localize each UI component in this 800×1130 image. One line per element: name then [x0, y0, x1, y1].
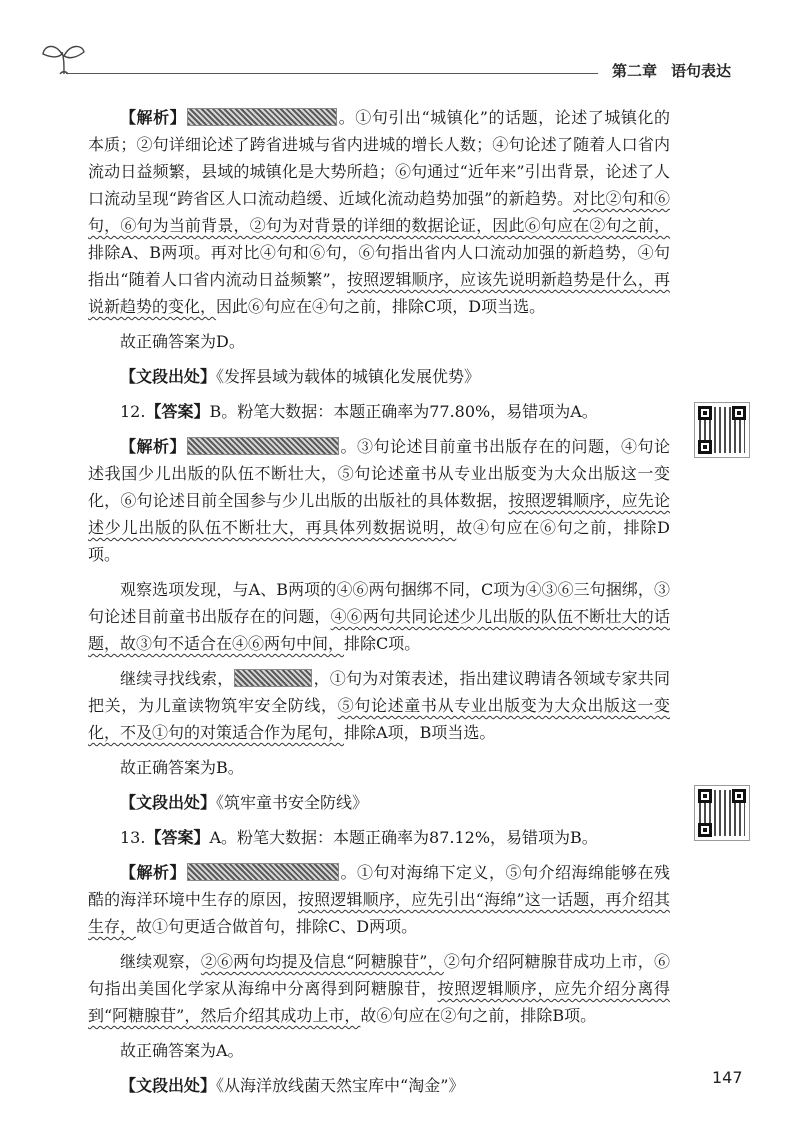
- chapter-number: 第二章: [612, 62, 658, 80]
- q11-answer-line: 故正确答案为D。: [120, 332, 245, 351]
- key-reasoning: 按照逻辑顺序，应先引出“海绵”这一话题，再介绍其生存，: [88, 890, 670, 936]
- q12-analysis-3: 继续寻找线索， ，①句为对策表述，指出建议聘请各领域专家共同把关，为儿童读物筑牢安全防线，⑤句论述童书从专业出版变为大众出版这一变化，不及①句的对策适合作为尾句，排除A项，B项当选。: [88, 669, 670, 742]
- redacted-label: [187, 863, 339, 881]
- key-reasoning: ⑤句论述童书从专业出版变为大众出版这一变化，不及①句的对策适合作为尾句，: [88, 696, 670, 742]
- analysis-tag: 【解析】: [120, 108, 187, 127]
- q12-analysis-2: 观察选项发现，与A、B两项的④⑥两句捆绑不同，C项为④③⑥三句捆绑，③句论述目前童书出版存在的问题，④⑥两句共同论述少儿出版的队伍不断壮大的话题，故③句不适合在④⑥两句中间，排除C项。: [88, 580, 670, 653]
- answer-tag: 【答案】: [145, 828, 210, 847]
- chapter-heading: [612, 60, 731, 81]
- key-reasoning: 对比②句和⑥句，⑥句为当前背景，②句为对背景的详细的数据论证，因此⑥句应在②句之前，: [88, 189, 670, 235]
- redacted-label: [187, 108, 337, 126]
- q12-answer: 12.【答案】B。粉笔大数据：本题正确率为77.80%，易错项为A。: [88, 398, 670, 425]
- q12-source: 【文段出处】《筑牢童书安全防线》: [120, 793, 369, 812]
- redacted-label: [187, 437, 339, 455]
- q11-source: 【文段出处】《发挥县域为载体的城镇化发展优势》: [120, 367, 481, 386]
- qr-code-q13[interactable]: [694, 785, 750, 841]
- redacted-label: [234, 669, 312, 687]
- q12-answer-line: 故正确答案为B。: [120, 758, 244, 777]
- key-reasoning: ④⑥两句共同论述少儿出版的队伍不断壮大的话题，故③句不适合在④⑥两句中间，: [88, 607, 670, 653]
- q11-analysis: 【解析】 。①句引出“城镇化”的话题，论述了城镇化的本质；②句详细论述了跨省进城与省内进城的增长人数；④句论述了随着人口省内流动日益频繁，县域的城镇化是大势所趋；⑥句通过“近年来”引出背景，论述了人口流动呈现“跨省区人口流动趋缓、近域化流动趋势加强”的新趋势。对比②句和⑥句，⑥句为当前背景，②句为对背景的详细的数据论证，因此⑥句应在②句之前，排除A、B两项。再对比④句和⑥句，⑥句指出省内人口流动加强的新趋势，④句指出“随着人口省内流动日益频繁”，按照逻辑顺序，应该先说明新趋势是什么，再说新趋势的变化，因此⑥句应在④句之前，排除C项，D项当选。: [88, 108, 670, 316]
- key-reasoning: ②⑥两句均提及信息“阿糖腺苷”，: [200, 952, 444, 971]
- answer-tag: 【答案】: [145, 402, 210, 421]
- q12-analysis: 【解析】 。③句论述目前童书出版存在的问题，④句论述我国少儿出版的队伍不断壮大，⑤句论述童书从专业出版变为大众出版这一变化，⑥句论述目前全国参与少儿出版的出版社的具体数据，按照逻辑顺序，应先论述少儿出版的队伍不断壮大，再具体列数据说明，故④句应在⑥句之前，排除D项。: [88, 437, 670, 564]
- analysis-tag: 【解析】: [120, 437, 186, 456]
- header-rule: [66, 73, 598, 74]
- key-reasoning: 按照逻辑顺序，应该先说明新趋势是什么，再说新趋势的变化，: [88, 270, 670, 316]
- question-number: 13.: [120, 828, 146, 847]
- page-content: [88, 104, 670, 1099]
- page-number: 147: [712, 1068, 743, 1087]
- sprout-icon: [40, 38, 88, 78]
- qr-code-q12[interactable]: [694, 402, 750, 458]
- q13-answer: 13.【答案】A。粉笔大数据：本题正确率为87.12%，易错项为B。: [88, 824, 670, 851]
- q13-answer-line: 故正确答案为A。: [120, 1041, 244, 1060]
- key-reasoning: 按照逻辑顺序，应先介绍分离得到“阿糖腺苷”，然后介绍其成功上市，: [88, 979, 670, 1025]
- analysis-tag: 【解析】: [120, 863, 186, 882]
- key-reasoning: 按照逻辑顺序，应先论述少儿出版的队伍不断壮大，再具体列数据说明，: [88, 491, 670, 537]
- question-number: 12.: [120, 402, 146, 421]
- q13-analysis-2: 继续观察，②⑥两句均提及信息“阿糖腺苷”，②句介绍阿糖腺苷成功上市，⑥句指出美国化学家从海绵中分离得到阿糖腺苷，按照逻辑顺序，应先介绍分离得到“阿糖腺苷”，然后介绍其成功上市，故⑥句应在②句之前，排除B项。: [88, 952, 670, 1025]
- q13-source: 【文段出处】《从海洋放线菌天然宝库中“淘金”》: [120, 1076, 465, 1095]
- q13-analysis: 【解析】 。①句对海绵下定义，⑤句介绍海绵能够在残酷的海洋环境中生存的原因，按照逻辑顺序，应先引出“海绵”这一话题，再介绍其生存，故①句更适合做首句，排除C、D两项。: [88, 863, 670, 936]
- chapter-title: 语句表达: [671, 62, 732, 80]
